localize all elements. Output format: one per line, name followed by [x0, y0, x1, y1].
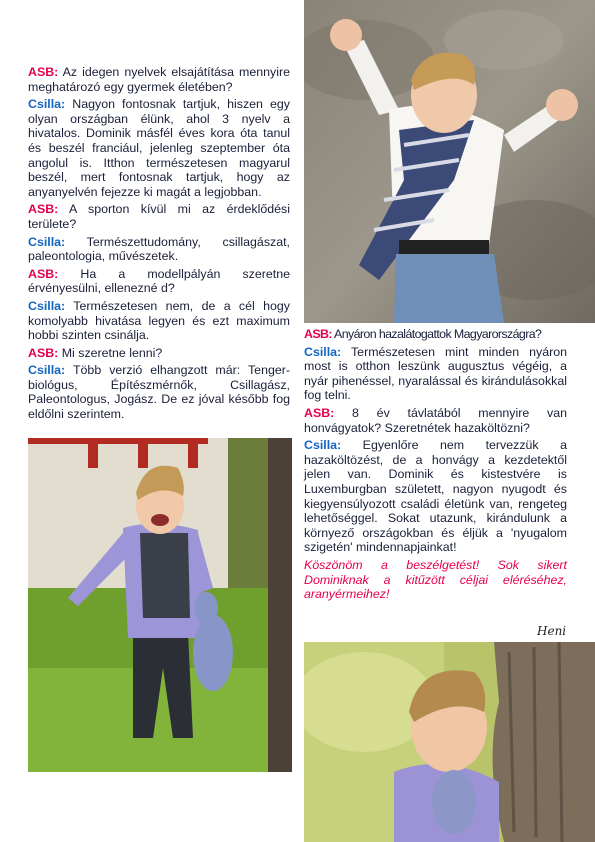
- paragraph-text: Anyáron hazalátogattok Magyarországra?: [331, 327, 542, 341]
- qa-paragraph: [304, 327, 567, 342]
- qa-paragraph: [28, 267, 290, 296]
- paragraph-text: 8 év távlatából mennyire van honvágyatok? Szeretnétek hazaköltözni?: [304, 405, 567, 435]
- paragraph-text: Az idegen nyelvek elsajátítása mennyire meghatározó egy gyermek életében?: [28, 65, 290, 94]
- qa-paragraph: [28, 299, 290, 343]
- paragraph-text: Természettudomány, csillagászat, paleontologia, művészetek.: [28, 234, 290, 264]
- speaker-label: ASB:: [304, 405, 335, 420]
- speaker-label: Csilla:: [304, 344, 342, 359]
- paragraph-text: Ha a modellpályán szeretne érvényesülni, ellenezné d?: [28, 266, 290, 296]
- left-column-text: [28, 65, 290, 425]
- speaker-label: ASB:: [28, 345, 59, 360]
- author-signature: Heni: [537, 624, 567, 638]
- qa-paragraph: [28, 202, 290, 231]
- speaker-label: Csilla:: [28, 298, 66, 313]
- qa-paragraph: [304, 406, 567, 435]
- speaker-label: Csilla:: [28, 363, 66, 378]
- speaker-label: ASB:: [28, 202, 59, 217]
- closing-message: Köszönöm a beszélgetést! Sok sikert Dominiknak a kitűzött céljai eléréséhez, aranyérmeihez!: [304, 557, 567, 602]
- speaker-label: ASB:: [304, 327, 332, 341]
- qa-paragraph: [28, 235, 290, 264]
- qa-paragraph: [28, 363, 290, 421]
- speaker-label: ASB:: [28, 65, 59, 79]
- paragraph-text: Egyenlőre nem tervezzük a hazaköltözést, de a honvágy a kezdetektől jelen van. Dominik és kistestvére is Luxemburgban született, nagyon nyugodt és kiegyensúlyozott családi életünk van, rengeteg lehetőséggel. Sokat utazunk, kirándulunk a környező országokban és éljük a 'nyugalom szigetén' mindennapjainkat!: [304, 438, 567, 555]
- qa-paragraph: [304, 345, 567, 403]
- qa-paragraph: [28, 65, 290, 94]
- right-column-text: [304, 327, 567, 605]
- paragraph-text: Több verzió elhangzott már: Tenger-biológus, Építészmérnők, Csillagász, Paleontologus, Jogász. De ez jóval később fog eldőlni szerintem.: [28, 363, 290, 422]
- photo-boy-tree: [304, 642, 595, 842]
- paragraph-text: Nagyon fontosnak tartjuk, hiszen egy olyan országban élünk, ahol 3 nyelv a hivatalos. Dominik másfél éves kora óta tanul és beszél franciául, jelenleg szeptember óta angolul is. Itthon természetesen magyarul beszél, mert fontosnak tartjuk, hogy az anyanyelvén fejezze ki magát a legjobban.: [28, 97, 290, 199]
- paragraph-text: A sporton kívül mi az érdeklődési területe?: [28, 202, 290, 231]
- paragraph-text: Mi szeretne lenni?: [58, 345, 163, 360]
- speaker-label: Csilla:: [28, 97, 66, 112]
- speaker-label: ASB:: [28, 266, 59, 281]
- speaker-label: Csilla:: [304, 438, 342, 453]
- photo-boy-wall: [304, 0, 595, 323]
- qa-paragraph: [28, 346, 290, 361]
- qa-paragraph: [304, 438, 567, 555]
- paragraph-text: Természetesen nem, de a cél hogy komolyabb hivatása legyen és ezt maximum hobbi szinten csinálja.: [28, 298, 290, 343]
- qa-paragraph: [28, 97, 290, 199]
- speaker-label: Csilla:: [28, 234, 66, 249]
- photo-boy-park: [28, 438, 292, 772]
- paragraph-text: Természetesen mint minden nyáron most is otthon leszünk augusztus végéig, a nyár pihenéssel, nyaralással és kirándulásokkal fog telni.: [304, 344, 567, 403]
